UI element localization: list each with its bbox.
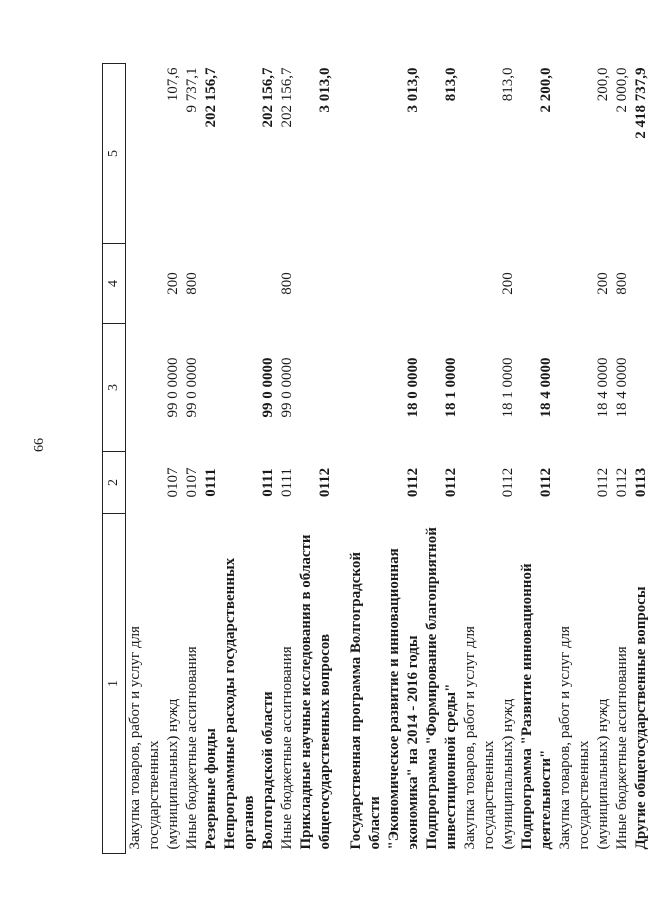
row-target-code	[316, 324, 335, 452]
page-number: 66	[32, 438, 47, 452]
row-section-code	[385, 452, 404, 514]
table-row	[594, 64, 613, 854]
row-expense-type	[556, 244, 594, 324]
row-section-code: 0107	[165, 467, 181, 498]
row-expense-type: 800	[279, 272, 295, 295]
row-name: "Экономическое развитие и инновационная	[386, 548, 402, 850]
row-section-code	[297, 452, 316, 514]
row-section-code	[126, 452, 165, 514]
table-body	[126, 64, 651, 854]
row-amount	[335, 64, 347, 244]
row-amount	[385, 64, 404, 244]
row-target-code: 18 1 0000	[500, 357, 516, 418]
row-target-code: 18 4 0000	[538, 357, 554, 418]
row-section-code: 0112	[405, 467, 421, 498]
row-amount	[461, 64, 499, 244]
table-row	[335, 64, 347, 854]
row-name: деятельности"	[538, 749, 554, 850]
table-row	[613, 64, 632, 854]
row-expense-type	[297, 244, 316, 324]
row-section-code: 0112	[595, 467, 611, 498]
row-target-code: 18 0 0000	[405, 357, 421, 418]
row-amount	[347, 64, 385, 244]
row-amount	[126, 64, 165, 244]
row-expense-type	[202, 244, 221, 324]
row-amount	[556, 64, 594, 244]
row-amount: 2 000,0	[614, 67, 630, 113]
row-target-code	[461, 324, 499, 452]
row-expense-type: 200	[500, 272, 516, 295]
row-amount: 2 418 737,9	[633, 67, 649, 139]
budget-table	[102, 63, 651, 854]
row-name: Подпрограмма "Развитие инновационной	[519, 563, 535, 850]
row-name: Другие общегосударственные вопросы	[633, 586, 649, 850]
row-target-code	[556, 324, 594, 452]
row-name: Иные бюджетные ассигнования	[614, 646, 630, 850]
row-expense-type	[518, 244, 537, 324]
row-target-code: 99 0 0000	[184, 357, 200, 418]
row-expense-type: 200	[595, 272, 611, 295]
column-header-4: 4	[103, 244, 126, 324]
row-name: инвестиционной среды"	[443, 683, 459, 850]
table-row	[556, 64, 594, 854]
row-target-code	[126, 324, 165, 452]
row-name: Иные бюджетные ассигнования	[279, 646, 295, 850]
row-expense-type	[259, 244, 278, 324]
table-row	[385, 64, 404, 854]
row-target-code	[423, 324, 442, 452]
row-target-code	[221, 324, 259, 452]
table-row	[499, 64, 518, 854]
column-header-5: 5	[103, 64, 126, 244]
row-name: общегосударственных вопросов	[317, 633, 333, 850]
row-target-code	[335, 324, 347, 452]
row-expense-type	[537, 244, 556, 324]
row-name	[335, 514, 347, 854]
row-section-code: 0111	[260, 468, 276, 497]
row-amount: 107,6	[165, 67, 181, 102]
row-section-code	[461, 452, 499, 514]
row-target-code: 18 4 0000	[614, 357, 630, 418]
row-section-code	[556, 452, 594, 514]
table-row	[461, 64, 499, 854]
row-target-code	[202, 324, 221, 452]
row-section-code: 0107	[184, 467, 200, 498]
table-row	[297, 64, 316, 854]
row-target-code	[347, 324, 385, 452]
row-section-code: 0111	[279, 468, 295, 497]
table-row	[278, 64, 297, 854]
row-amount: 9 737,1	[184, 67, 200, 113]
row-amount: 202 156,7	[260, 67, 276, 128]
row-name: экономика" на 2014 - 2016 годы	[405, 635, 421, 850]
table-row	[316, 64, 335, 854]
row-name: Волгоградской области	[260, 691, 276, 850]
row-expense-type	[461, 244, 499, 324]
row-amount: 3 013,0	[317, 67, 333, 113]
row-amount	[297, 64, 316, 244]
row-section-code: 0112	[614, 467, 630, 498]
row-expense-type	[126, 244, 165, 324]
row-section-code: 0111	[203, 468, 219, 497]
row-section-code	[423, 452, 442, 514]
row-expense-type	[632, 244, 651, 324]
row-target-code: 18 1 0000	[443, 357, 459, 418]
row-amount: 202 156,7	[279, 67, 295, 128]
row-target-code: 99 0 0000	[260, 357, 276, 418]
row-name: (муниципальных) нужд	[500, 698, 516, 850]
row-name: Закупка товаров, работ и услуг для государственных	[557, 626, 592, 850]
row-name: Закупка товаров, работ и услуг для государственных	[127, 626, 162, 850]
row-expense-type	[404, 244, 423, 324]
table-row	[126, 64, 165, 854]
row-expense-type	[335, 244, 347, 324]
row-amount	[518, 64, 537, 244]
row-target-code	[632, 324, 651, 452]
row-expense-type: 200	[165, 272, 181, 295]
row-amount: 813,0	[500, 67, 516, 102]
table-row	[202, 64, 221, 854]
table-row	[537, 64, 556, 854]
row-expense-type	[442, 244, 461, 324]
row-amount: 3 013,0	[405, 67, 421, 113]
row-section-code	[518, 452, 537, 514]
table-row	[632, 64, 651, 854]
row-section-code: 0112	[538, 467, 554, 498]
row-expense-type: 800	[614, 272, 630, 295]
row-expense-type	[316, 244, 335, 324]
row-target-code: 99 0 0000	[165, 357, 181, 418]
table-row	[183, 64, 202, 854]
row-name: Государственная программа Волгоградской области	[348, 552, 383, 850]
row-name: Закупка товаров, работ и услуг для государственных	[462, 626, 497, 850]
table-row	[423, 64, 442, 854]
row-section-code: 0112	[443, 467, 459, 498]
row-amount: 200,0	[595, 67, 611, 102]
row-amount	[221, 64, 259, 244]
row-name: (муниципальных) нужд	[595, 698, 611, 850]
table-row	[259, 64, 278, 854]
row-name: Подпрограмма "Формирование благоприятной	[424, 527, 440, 850]
row-section-code: 0112	[500, 467, 516, 498]
column-header-2: 2	[103, 452, 126, 514]
row-name: Иные бюджетные ассигнования	[184, 646, 200, 850]
row-section-code	[221, 452, 259, 514]
row-amount: 813,0	[443, 67, 459, 102]
table-row	[221, 64, 259, 854]
rotated-table-container	[102, 64, 649, 854]
table-row	[404, 64, 423, 854]
row-amount: 2 200,0	[538, 67, 554, 113]
row-amount	[423, 64, 442, 244]
row-amount: 202 156,7	[203, 67, 219, 128]
row-name: Непрограммные расходы государственных органов	[222, 557, 257, 850]
row-target-code: 18 4 0000	[595, 357, 611, 418]
row-section-code: 0112	[317, 467, 333, 498]
row-name: Резервные фонды	[203, 728, 219, 850]
table-header	[103, 64, 126, 854]
column-header-3: 3	[103, 324, 126, 452]
row-expense-type	[347, 244, 385, 324]
row-name: (муниципальных) нужд	[165, 698, 181, 850]
row-target-code	[518, 324, 537, 452]
table-row	[518, 64, 537, 854]
row-section-code	[347, 452, 385, 514]
table-row	[164, 64, 183, 854]
row-target-code: 99 0 0000	[279, 357, 295, 418]
row-name: Прикладные научные исследования в области	[298, 534, 314, 850]
row-section-code	[335, 452, 347, 514]
column-header-1: 1	[103, 514, 126, 854]
row-expense-type	[423, 244, 442, 324]
row-section-code: 0113	[633, 467, 649, 498]
table-row	[347, 64, 385, 854]
row-target-code	[297, 324, 316, 452]
row-expense-type: 800	[184, 272, 200, 295]
row-expense-type	[385, 244, 404, 324]
table-row	[442, 64, 461, 854]
row-target-code	[385, 324, 404, 452]
row-expense-type	[221, 244, 259, 324]
